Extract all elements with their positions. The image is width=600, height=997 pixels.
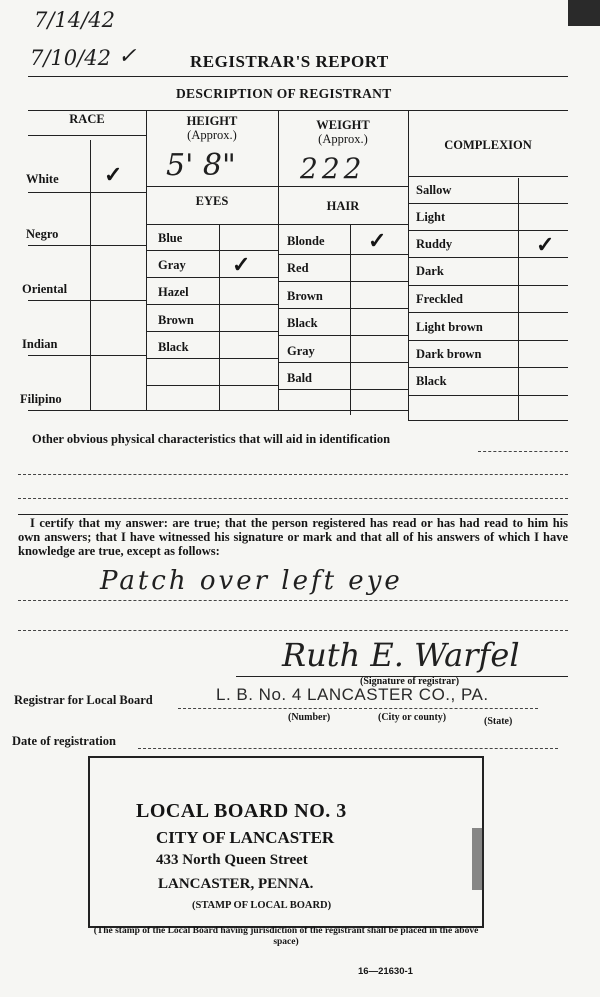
race-row-rule	[28, 192, 146, 193]
complexion-row-rule	[408, 230, 568, 231]
complexion-label-ruddy: Ruddy	[416, 237, 453, 251]
scan-edge-mark	[568, 0, 600, 26]
complexion-row-rule	[408, 203, 568, 204]
eyes-label-brown: Brown	[158, 313, 194, 327]
other-characteristics-line	[18, 474, 568, 475]
hair-row-rule	[278, 254, 408, 255]
board-stamp-text: L. B. No. 4 LANCASTER CO., PA.	[216, 685, 489, 704]
date-label: Date of registration	[12, 734, 116, 748]
form-number: 16—21630-1	[358, 966, 413, 977]
eyes-label-blue: Blue	[158, 231, 183, 245]
registrar-signature: Ruth E. Warfel	[282, 636, 520, 674]
date-line	[138, 748, 558, 749]
height-value: 5' 8"	[166, 148, 236, 183]
race-row-rule	[28, 300, 146, 301]
exception-line	[18, 630, 568, 631]
complexion-row-rule	[408, 395, 568, 396]
complexion-row-rule	[408, 257, 568, 258]
stamp-line-4: LANCASTER, PENNA.	[158, 876, 314, 892]
hair-row-rule	[278, 389, 408, 390]
col-divider-race	[146, 110, 147, 410]
hw-value-rule	[146, 186, 408, 187]
registrar-line	[178, 708, 538, 709]
eyes-row-rule	[146, 250, 278, 251]
eyes-label-hazel: Hazel	[158, 285, 189, 299]
height-header: HEIGHT	[186, 114, 238, 128]
exception-text: Patch over left eye	[100, 566, 403, 596]
complexion-check-col	[518, 178, 519, 420]
eyes-row-rule	[146, 304, 278, 305]
hair-row-rule	[278, 281, 408, 282]
other-characteristics-line	[478, 451, 568, 452]
city-caption: (City or county)	[378, 712, 447, 723]
race-label-negro: Negro	[26, 227, 59, 241]
state-caption: (State)	[484, 716, 513, 727]
hair-row-rule	[278, 308, 408, 309]
race-header: RACE	[69, 112, 105, 126]
race-check-col	[90, 140, 91, 410]
height-subheader: (Approx.)	[187, 128, 237, 142]
race-check-icon: ✓	[104, 162, 123, 187]
race-label-oriental: Oriental	[22, 282, 68, 296]
race-header-rule	[28, 135, 146, 136]
signature-caption: (Signature of registrar)	[360, 676, 460, 687]
other-characteristics-line	[18, 498, 568, 499]
col-divider-weight	[408, 110, 409, 420]
hair-label-red: Red	[287, 261, 309, 275]
hair-row-rule	[278, 335, 408, 336]
registrar-label: Registrar for Local Board	[14, 693, 153, 707]
complexion-header-rule	[408, 176, 568, 177]
margin-date-1: 7/14/42	[34, 8, 115, 32]
complexion-label-dark-brown: Dark brown	[416, 347, 482, 361]
eyes-check-col	[219, 225, 220, 410]
eyes-check-icon: ✓	[232, 252, 251, 277]
race-label-white: White	[26, 172, 59, 186]
eyes-row-rule	[146, 358, 278, 359]
eyes-row-rule	[146, 277, 278, 278]
race-row-rule	[28, 245, 146, 246]
eyes-row-rule	[146, 331, 278, 332]
section-subtitle: DESCRIPTION OF REGISTRANT	[176, 86, 392, 101]
race-label-filipino: Filipino	[20, 392, 62, 406]
complexion-label-black: Black	[416, 374, 447, 388]
eyes-label-gray: Gray	[158, 258, 186, 272]
eyes-hair-header-rule	[146, 224, 408, 225]
complexion-check-icon: ✓	[536, 232, 555, 257]
number-caption: (Number)	[288, 712, 331, 723]
complexion-header: COMPLEXION	[444, 138, 532, 152]
stamp-note: (The stamp of the Local Board having jurisdiction of the registrant shall be placed in the above space)	[93, 926, 479, 947]
complexion-label-freckled: Freckled	[416, 292, 463, 306]
table-bottom-rule	[28, 410, 408, 411]
other-characteristics-label: Other obvious physical characteristics that will aid in identification	[32, 432, 391, 446]
certify-text: I certify that my answer: are true; that the person registered has read or has had read to him his own answers; that I have witnessed his signature or mark and that all of his answers of which I have knowledge are true, except as follows:	[18, 516, 568, 558]
eyes-header: EYES	[195, 194, 229, 208]
page-title: REGISTRAR'S REPORT	[190, 52, 389, 71]
stamp-line-1: LOCAL BOARD NO. 3	[136, 800, 347, 822]
complexion-row-rule	[408, 312, 568, 313]
hair-row-rule	[278, 362, 408, 363]
stamp-line-3: 433 North Queen Street	[156, 852, 308, 868]
margin-date-2: 7/10/42	[30, 46, 111, 70]
section-rule	[18, 514, 568, 515]
weight-header: WEIGHT	[316, 118, 370, 132]
hair-label-blonde: Blonde	[287, 234, 325, 248]
weight-value: 222	[300, 152, 366, 185]
stamp-caption: (STAMP OF LOCAL BOARD)	[192, 900, 332, 911]
complexion-row-rule	[408, 285, 568, 286]
hair-label-black: Black	[287, 316, 318, 330]
col-divider-height	[278, 110, 279, 410]
exception-line	[18, 600, 568, 601]
complexion-label-sallow: Sallow	[416, 183, 452, 197]
stamp-line-2: CITY OF LANCASTER	[156, 828, 335, 847]
hair-label-gray: Gray	[287, 344, 315, 358]
hair-label-bald: Bald	[287, 371, 313, 385]
weight-subheader: (Approx.)	[318, 132, 368, 146]
complexion-row-rule	[408, 340, 568, 341]
eyes-label-black: Black	[158, 340, 189, 354]
complexion-row-rule	[408, 367, 568, 368]
margin-check-icon: ✓	[118, 44, 137, 69]
table-top-rule	[28, 110, 568, 111]
hair-check-icon: ✓	[368, 228, 387, 253]
table-bottom-rule-right	[408, 420, 568, 421]
hair-label-brown: Brown	[287, 289, 323, 303]
title-rule	[28, 76, 568, 77]
complexion-label-dark: Dark	[416, 264, 444, 278]
stamp-ink-mark	[472, 828, 484, 890]
complexion-label-light: Light	[416, 210, 446, 224]
race-label-indian: Indian	[22, 337, 58, 351]
hair-header: HAIR	[326, 199, 360, 213]
race-row-rule	[28, 355, 146, 356]
complexion-label-light-brown: Light brown	[416, 320, 483, 334]
eyes-row-rule	[146, 385, 278, 386]
